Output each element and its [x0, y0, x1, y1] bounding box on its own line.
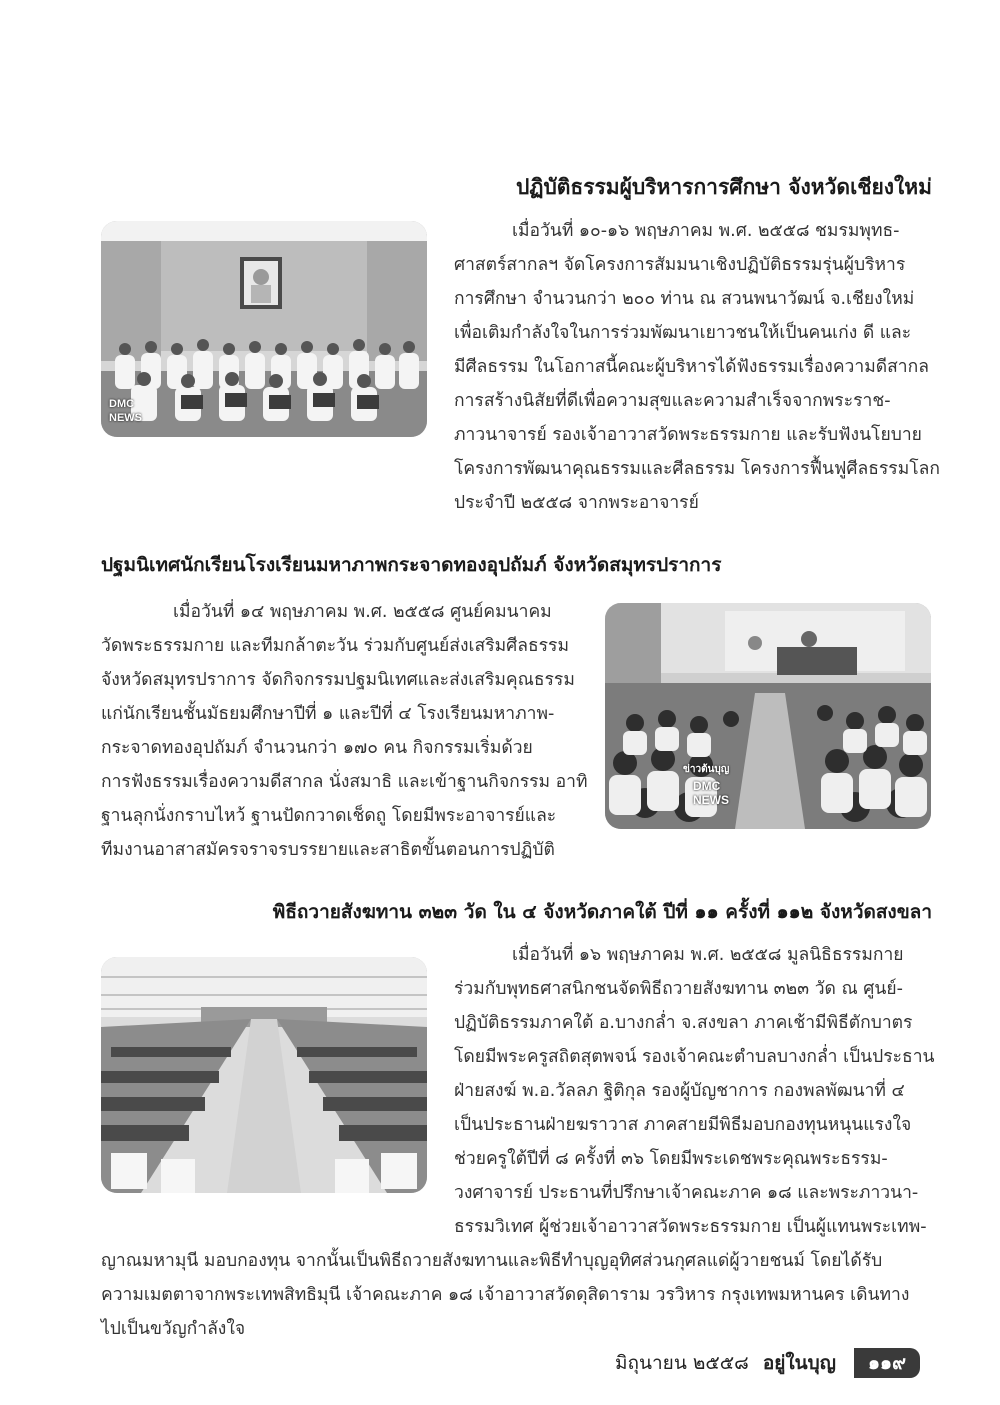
text-line: กระจาดทองอุปถัมภ์ จำนวนกว่า ๑๗๐ คน กิจกรรมเริ่มด้วย	[101, 738, 533, 758]
text-line: โดยมีพระครูสถิตสุตพจน์ รองเจ้าคณะตำบลบางกล่ำ เป็นประธาน	[454, 1047, 935, 1067]
text-line: ภาวนาจารย์ รองเจ้าอาวาสวัดพระธรรมกาย และรับฟังนโยบาย	[454, 425, 922, 445]
meditation-hall-image	[101, 221, 427, 437]
text-line: จังหวัดสมุทรปราการ จัดกิจกรรมปฐมนิเทศและส่งเสริมคุณธรรม	[101, 670, 575, 690]
article2-title: ปฐมนิเทศนักเรียนโรงเรียนมหาภาพกระจาดทองอุปถัมภ์ จังหวัดสมุทรปราการ	[101, 554, 722, 576]
text-line: มีศีลธรรม ในโอกาสนี้คณะผู้บริหารได้ฟังธรรมเรื่องความดีสากล	[454, 357, 929, 377]
text-line: เมื่อวันที่ ๑๖ พฤษภาคม พ.ศ. ๒๕๕๘ มูลนิธิธรรมกาย	[512, 945, 904, 965]
article1-title: ปฏิบัติธรรมผู้บริหารการศึกษา จังหวัดเชียงใหม่	[516, 175, 932, 199]
article2-photo	[605, 603, 931, 829]
text-line: เมื่อวันที่ ๑๔ พฤษภาคม พ.ศ. ๒๕๕๘ ศูนย์คมนาคม	[173, 602, 552, 622]
text-line: ร่วมกับพุทธศาสนิกชนจัดพิธีถวายสังฆทาน ๓๒๓ วัด ณ ศูนย์-	[454, 979, 903, 999]
text-line: ประจำปี ๒๕๕๘ จากพระอาจารย์	[454, 493, 699, 513]
text-line: การฟังธรรมเรื่องความดีสากล นั่งสมาธิ และเข้าฐานกิจกรรม อาทิ	[101, 772, 588, 792]
article2-body	[101, 595, 591, 867]
text-line: ฐานลุกนั่งกราบไหว้ ฐานปัดกวาดเช็ดถู โดยมีพระอาจารย์และ	[101, 806, 557, 826]
article3-photo	[101, 957, 427, 1193]
news-caption: ข่าวต้นบุญ	[683, 764, 730, 775]
text-line: ธรรมวิเทศ ผู้ช่วยเจ้าอาวาสวัดพระธรรมกาย เป็นผู้แทนพระเทพ-	[454, 1217, 927, 1237]
text-line: ไปเป็นขวัญกำลังใจ	[101, 1319, 246, 1339]
article3-title: พิธีถวายสังฆทาน ๓๒๓ วัด ใน ๔ จังหวัดภาคใต้ ปีที่ ๑๑ ครั้งที่ ๑๑๒ จังหวัดสงขลา	[272, 901, 932, 923]
text-line: ช่วยครูใต้ปีที่ ๘ ครั้งที่ ๓๖ โดยมีพระเดชพระคุณพระธรรม-	[454, 1149, 888, 1169]
text-line: การศึกษา จำนวนกว่า ๒๐๐ ท่าน ณ สวนพนาวัฒน์ จ.เชียงใหม่	[454, 289, 915, 309]
dmc-news-logo: DMC NEWS	[693, 779, 729, 807]
dmc-news-logo: DMC NEWS	[109, 398, 142, 424]
text-line: ปฏิบัติธรรมภาคใต้ อ.บางกล่ำ จ.สงขลา ภาคเช้ามีพิธีตักบาตร	[454, 1013, 913, 1033]
text-line: ญาณมหามุนี มอบกองทุน จากนั้นเป็นพิธีถวายสังฆทานและพิธีทำบุญอุทิศส่วนกุศลแด่ผู้วายชนม์ โดยได้รับ	[101, 1251, 883, 1271]
text-line: ศาสตร์สากลฯ จัดโครงการสัมมนาเชิงปฏิบัติธรรมรุ่นผู้บริหาร	[454, 255, 906, 275]
text-line: เป็นประธานฝ่ายฆราวาส ภาคสายมีพิธีมอบกองทุนหนุนแรงใจ	[454, 1115, 912, 1135]
text-line: การสร้างนิสัยที่ดีเพื่อความสุขและความสำเร็จจากพระราช-	[454, 391, 891, 411]
ceremony-hall-image	[101, 957, 427, 1193]
text-line: วัดพระธรรมกาย และทีมกล้าตะวัน ร่วมกับศูนย์ส่งเสริมศีลธรรม	[101, 636, 569, 656]
text-line: ฝ่ายสงฆ์ พ.อ.วัลลภ ฐิติกุล รองผู้บัญชาการ กองพลพัฒนาที่ ๔	[454, 1081, 905, 1101]
text-line: ความเมตตาจากพระเทพสิทธิมุนี เจ้าคณะภาค ๑๘ เจ้าอาวาสวัดดุสิดาราม วรวิหาร กรุงเทพมหานคร เดินทาง	[101, 1285, 910, 1305]
text-line: วงศาจารย์ ประธานที่ปรึกษาเจ้าคณะภาค ๑๘ และพระภาวนา-	[454, 1183, 919, 1203]
text-line: เมื่อวันที่ ๑๐-๑๖ พฤษภาคม พ.ศ. ๒๕๕๘ ชมรมพุทธ-	[512, 221, 900, 241]
page-footer	[615, 1348, 920, 1378]
text-line: ทีมงานอาสาสมัครจราจรบรรยายและสาธิตขั้นตอนการปฏิบัติ	[101, 840, 555, 860]
student-assembly-image	[605, 603, 931, 829]
issue-date: มิถุนายน ๒๕๕๘	[615, 1352, 749, 1374]
article3-body-full	[101, 1244, 933, 1346]
article3-body	[454, 938, 935, 1244]
text-line: โครงการพัฒนาคุณธรรมและศีลธรรม โครงการฟื้นฟูศีลธรรมโลก	[454, 459, 940, 479]
page-number: ๑๑๙	[854, 1348, 920, 1378]
text-line: เพื่อเติมกำลังใจในการร่วมพัฒนาเยาวชนให้เป็นคนเก่ง ดี และ	[454, 323, 912, 343]
article1-photo	[101, 221, 427, 437]
article1-body	[454, 214, 940, 520]
text-line: แก่นักเรียนชั้นมัธยมศึกษาปีที่ ๑ และปีที่ ๔ โรงเรียนมหาภาพ-	[101, 704, 555, 724]
magazine-name: อยู่ในบุญ	[762, 1352, 836, 1374]
